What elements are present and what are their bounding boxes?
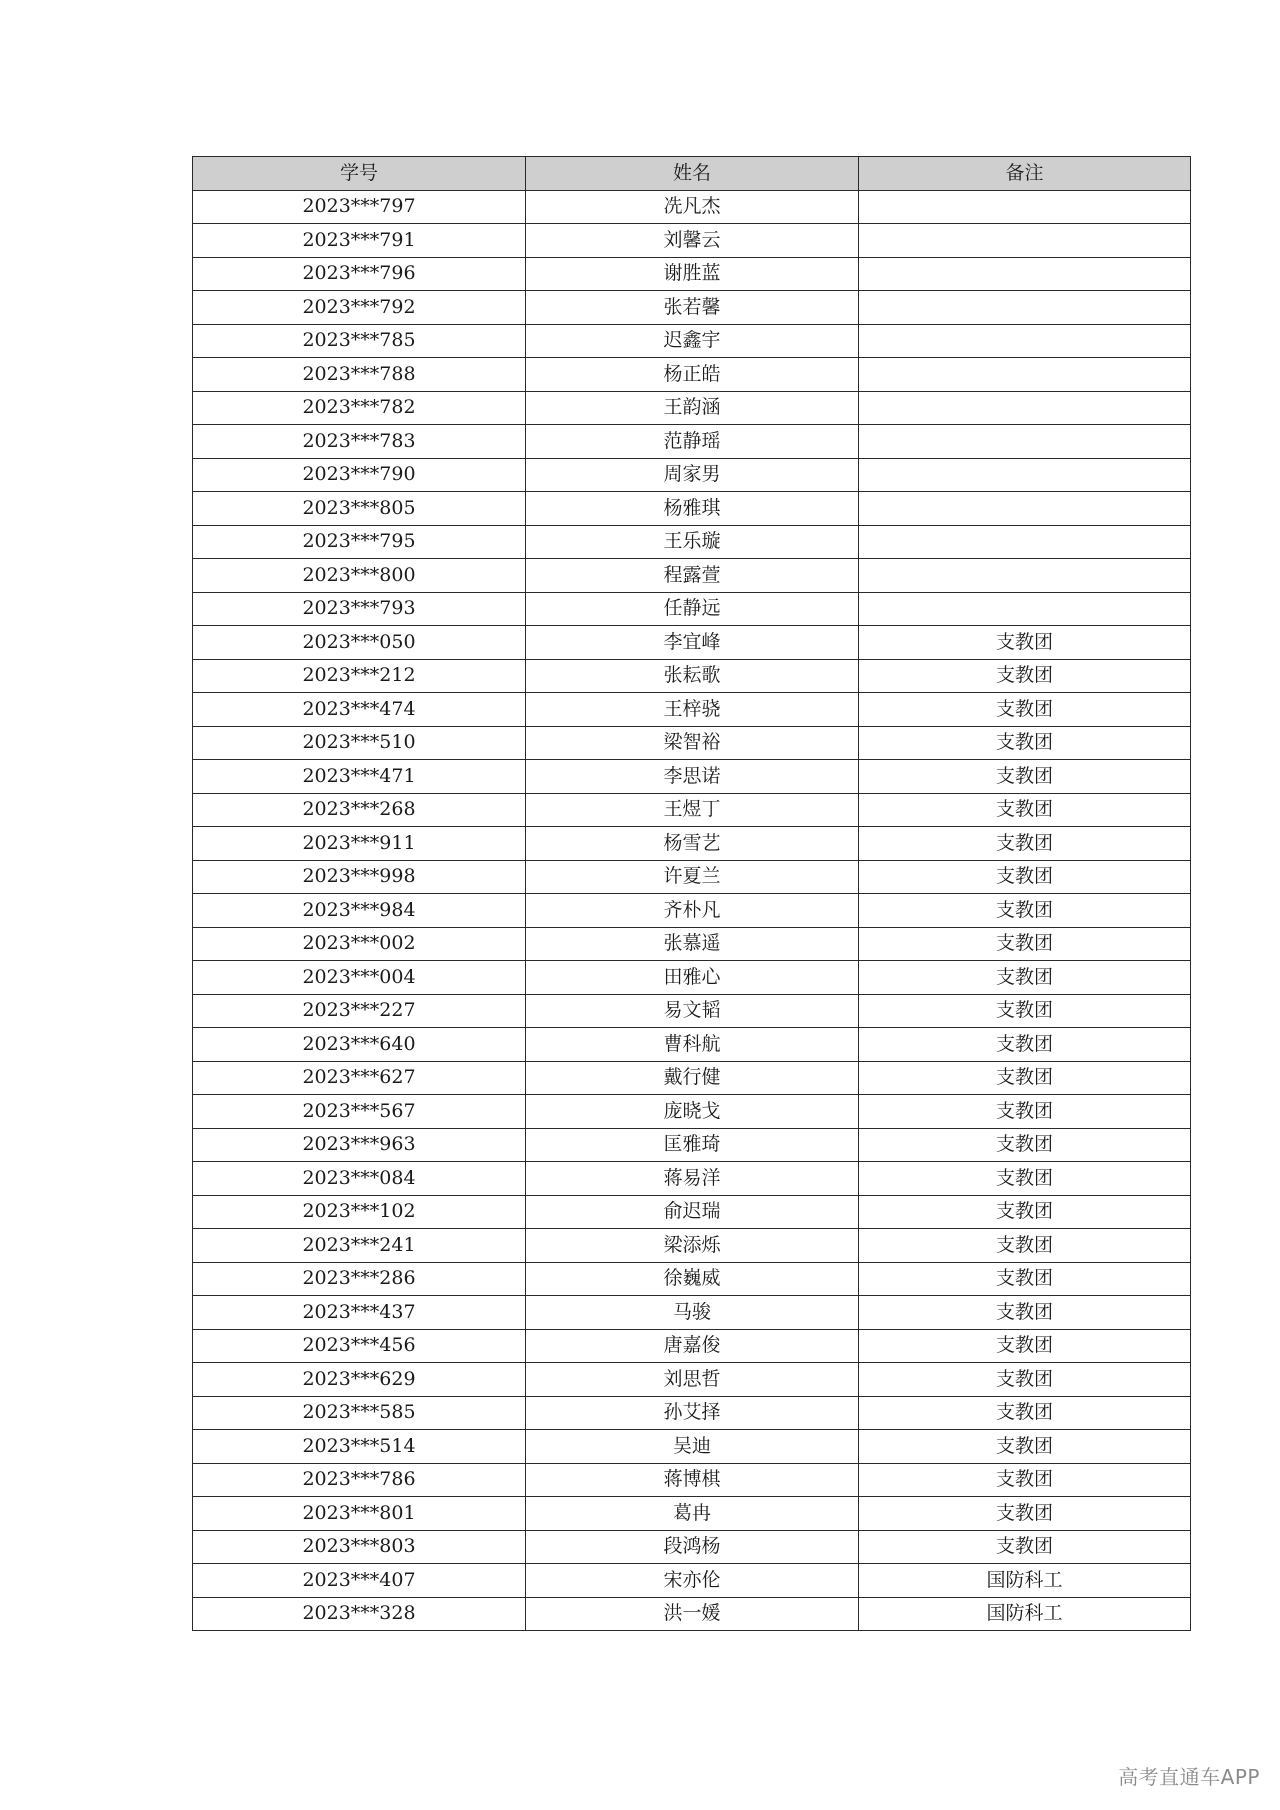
cell-name: 谢胜蓝: [526, 257, 859, 291]
cell-remark: [859, 291, 1191, 325]
cell-remark: 支教团: [859, 1430, 1191, 1464]
cell-remark: 支教团: [859, 827, 1191, 861]
cell-student-id: 2023***212: [193, 659, 526, 693]
header-student-id: 学号: [193, 157, 526, 191]
table-row: [193, 592, 1191, 626]
cell-student-id: 2023***795: [193, 525, 526, 559]
cell-remark: 支教团: [859, 760, 1191, 794]
cell-name: 庞晓戈: [526, 1095, 859, 1129]
table-row: [193, 693, 1191, 727]
cell-student-id: 2023***790: [193, 458, 526, 492]
table-row: [193, 659, 1191, 693]
cell-remark: 支教团: [859, 1028, 1191, 1062]
cell-name: 王梓骁: [526, 693, 859, 727]
cell-remark: 支教团: [859, 1497, 1191, 1531]
cell-remark: 支教团: [859, 659, 1191, 693]
header-remark: 备注: [859, 157, 1191, 191]
table-header-row: [193, 157, 1191, 191]
table-row: [193, 1597, 1191, 1631]
cell-name: 任静远: [526, 592, 859, 626]
cell-name: 李宜峰: [526, 626, 859, 660]
cell-student-id: 2023***241: [193, 1229, 526, 1263]
cell-name: 唐嘉俊: [526, 1329, 859, 1363]
table-row: [193, 291, 1191, 325]
cell-remark: [859, 391, 1191, 425]
cell-student-id: 2023***782: [193, 391, 526, 425]
cell-remark: [859, 425, 1191, 459]
cell-student-id: 2023***084: [193, 1162, 526, 1196]
table-row: [193, 994, 1191, 1028]
cell-student-id: 2023***800: [193, 559, 526, 593]
cell-name: 吴迪: [526, 1430, 859, 1464]
cell-student-id: 2023***788: [193, 358, 526, 392]
cell-remark: [859, 492, 1191, 526]
table-row: [193, 1430, 1191, 1464]
table-row: [193, 1463, 1191, 1497]
table-row: [193, 793, 1191, 827]
cell-remark: 支教团: [859, 1095, 1191, 1129]
cell-name: 程露萱: [526, 559, 859, 593]
cell-name: 俞迟瑞: [526, 1195, 859, 1229]
cell-remark: [859, 257, 1191, 291]
cell-name: 段鸿杨: [526, 1530, 859, 1564]
cell-student-id: 2023***785: [193, 324, 526, 358]
cell-remark: 支教团: [859, 1296, 1191, 1330]
table-row: [193, 1128, 1191, 1162]
table-row: [193, 1296, 1191, 1330]
table-row: [193, 358, 1191, 392]
table-row: [193, 760, 1191, 794]
cell-name: 孙艾择: [526, 1396, 859, 1430]
cell-remark: 支教团: [859, 1162, 1191, 1196]
watermark-text: 高考直通车APP: [1118, 1765, 1260, 1789]
cell-student-id: 2023***984: [193, 894, 526, 928]
cell-remark: [859, 190, 1191, 224]
cell-remark: [859, 458, 1191, 492]
cell-remark: 支教团: [859, 1329, 1191, 1363]
cell-student-id: 2023***911: [193, 827, 526, 861]
cell-name: 宋亦伦: [526, 1564, 859, 1598]
cell-name: 张慕遥: [526, 927, 859, 961]
cell-student-id: 2023***797: [193, 190, 526, 224]
cell-name: 李思诺: [526, 760, 859, 794]
cell-student-id: 2023***963: [193, 1128, 526, 1162]
table-row: [193, 190, 1191, 224]
cell-remark: [859, 324, 1191, 358]
cell-student-id: 2023***004: [193, 961, 526, 995]
cell-remark: [859, 592, 1191, 626]
cell-student-id: 2023***786: [193, 1463, 526, 1497]
student-table: [192, 156, 1191, 1631]
cell-name: 迟鑫宇: [526, 324, 859, 358]
cell-remark: [859, 525, 1191, 559]
table-row: [193, 961, 1191, 995]
cell-name: 葛冉: [526, 1497, 859, 1531]
cell-name: 戴行健: [526, 1061, 859, 1095]
cell-name: 王煜丁: [526, 793, 859, 827]
cell-name: 范静瑶: [526, 425, 859, 459]
cell-student-id: 2023***514: [193, 1430, 526, 1464]
cell-name: 徐巍威: [526, 1262, 859, 1296]
cell-remark: [859, 358, 1191, 392]
table-row: [193, 1162, 1191, 1196]
table-row: [193, 894, 1191, 928]
cell-student-id: 2023***268: [193, 793, 526, 827]
table-row: [193, 324, 1191, 358]
cell-remark: 支教团: [859, 994, 1191, 1028]
cell-remark: 支教团: [859, 1061, 1191, 1095]
cell-remark: 支教团: [859, 626, 1191, 660]
table-row: [193, 827, 1191, 861]
cell-name: 周家男: [526, 458, 859, 492]
table-row: [193, 492, 1191, 526]
cell-name: 匡雅琦: [526, 1128, 859, 1162]
cell-name: 王韵涵: [526, 391, 859, 425]
cell-student-id: 2023***227: [193, 994, 526, 1028]
cell-remark: 支教团: [859, 1463, 1191, 1497]
cell-remark: [859, 224, 1191, 258]
table-row: [193, 525, 1191, 559]
cell-name: 齐朴凡: [526, 894, 859, 928]
cell-student-id: 2023***437: [193, 1296, 526, 1330]
table-row: [193, 1363, 1191, 1397]
cell-name: 王乐璇: [526, 525, 859, 559]
cell-student-id: 2023***471: [193, 760, 526, 794]
cell-student-id: 2023***793: [193, 592, 526, 626]
cell-student-id: 2023***783: [193, 425, 526, 459]
cell-name: 刘馨云: [526, 224, 859, 258]
table-row: [193, 1229, 1191, 1263]
cell-student-id: 2023***050: [193, 626, 526, 660]
cell-remark: 支教团: [859, 860, 1191, 894]
cell-student-id: 2023***456: [193, 1329, 526, 1363]
cell-name: 许夏兰: [526, 860, 859, 894]
table-row: [193, 1564, 1191, 1598]
cell-remark: 支教团: [859, 927, 1191, 961]
cell-name: 易文韬: [526, 994, 859, 1028]
cell-remark: 支教团: [859, 1262, 1191, 1296]
cell-student-id: 2023***803: [193, 1530, 526, 1564]
cell-name: 梁添烁: [526, 1229, 859, 1263]
cell-name: 田雅心: [526, 961, 859, 995]
table-row: [193, 1530, 1191, 1564]
table-row: [193, 1396, 1191, 1430]
cell-name: 马骏: [526, 1296, 859, 1330]
cell-name: 曹科航: [526, 1028, 859, 1062]
table-row: [193, 391, 1191, 425]
cell-remark: 支教团: [859, 693, 1191, 727]
cell-name: 杨雅琪: [526, 492, 859, 526]
cell-name: 刘思哲: [526, 1363, 859, 1397]
cell-remark: 支教团: [859, 1396, 1191, 1430]
table-row: [193, 1195, 1191, 1229]
cell-student-id: 2023***791: [193, 224, 526, 258]
cell-student-id: 2023***328: [193, 1597, 526, 1631]
cell-student-id: 2023***627: [193, 1061, 526, 1095]
cell-remark: 支教团: [859, 726, 1191, 760]
cell-remark: 支教团: [859, 1363, 1191, 1397]
cell-student-id: 2023***998: [193, 860, 526, 894]
cell-student-id: 2023***102: [193, 1195, 526, 1229]
cell-remark: 国防科工: [859, 1597, 1191, 1631]
cell-name: 蒋博棋: [526, 1463, 859, 1497]
cell-name: 杨正皓: [526, 358, 859, 392]
table-row: [193, 1329, 1191, 1363]
header-name: 姓名: [526, 157, 859, 191]
cell-remark: 支教团: [859, 1229, 1191, 1263]
cell-student-id: 2023***792: [193, 291, 526, 325]
cell-remark: 支教团: [859, 894, 1191, 928]
cell-name: 蒋易洋: [526, 1162, 859, 1196]
cell-student-id: 2023***286: [193, 1262, 526, 1296]
table-row: [193, 425, 1191, 459]
table-row: [193, 927, 1191, 961]
table-row: [193, 626, 1191, 660]
cell-name: 张耘歌: [526, 659, 859, 693]
cell-remark: 支教团: [859, 961, 1191, 995]
table-row: [193, 1262, 1191, 1296]
table-row: [193, 860, 1191, 894]
cell-remark: 国防科工: [859, 1564, 1191, 1598]
cell-remark: [859, 559, 1191, 593]
cell-student-id: 2023***629: [193, 1363, 526, 1397]
table-row: [193, 1497, 1191, 1531]
cell-student-id: 2023***585: [193, 1396, 526, 1430]
table-row: [193, 458, 1191, 492]
cell-remark: 支教团: [859, 1195, 1191, 1229]
cell-name: 张若馨: [526, 291, 859, 325]
cell-student-id: 2023***567: [193, 1095, 526, 1129]
table-row: [193, 1061, 1191, 1095]
cell-student-id: 2023***407: [193, 1564, 526, 1598]
cell-name: 杨雪艺: [526, 827, 859, 861]
cell-name: 洪一媛: [526, 1597, 859, 1631]
cell-student-id: 2023***640: [193, 1028, 526, 1062]
table-row: [193, 1028, 1191, 1062]
cell-remark: 支教团: [859, 1530, 1191, 1564]
table-row: [193, 257, 1191, 291]
cell-remark: 支教团: [859, 1128, 1191, 1162]
cell-student-id: 2023***796: [193, 257, 526, 291]
table-row: [193, 1095, 1191, 1129]
table-row: [193, 726, 1191, 760]
cell-student-id: 2023***801: [193, 1497, 526, 1531]
cell-name: 梁智裕: [526, 726, 859, 760]
table-body: [193, 190, 1191, 1631]
cell-student-id: 2023***002: [193, 927, 526, 961]
cell-remark: 支教团: [859, 793, 1191, 827]
cell-student-id: 2023***510: [193, 726, 526, 760]
cell-student-id: 2023***805: [193, 492, 526, 526]
table-row: [193, 224, 1191, 258]
table-row: [193, 559, 1191, 593]
cell-student-id: 2023***474: [193, 693, 526, 727]
cell-name: 冼凡杰: [526, 190, 859, 224]
